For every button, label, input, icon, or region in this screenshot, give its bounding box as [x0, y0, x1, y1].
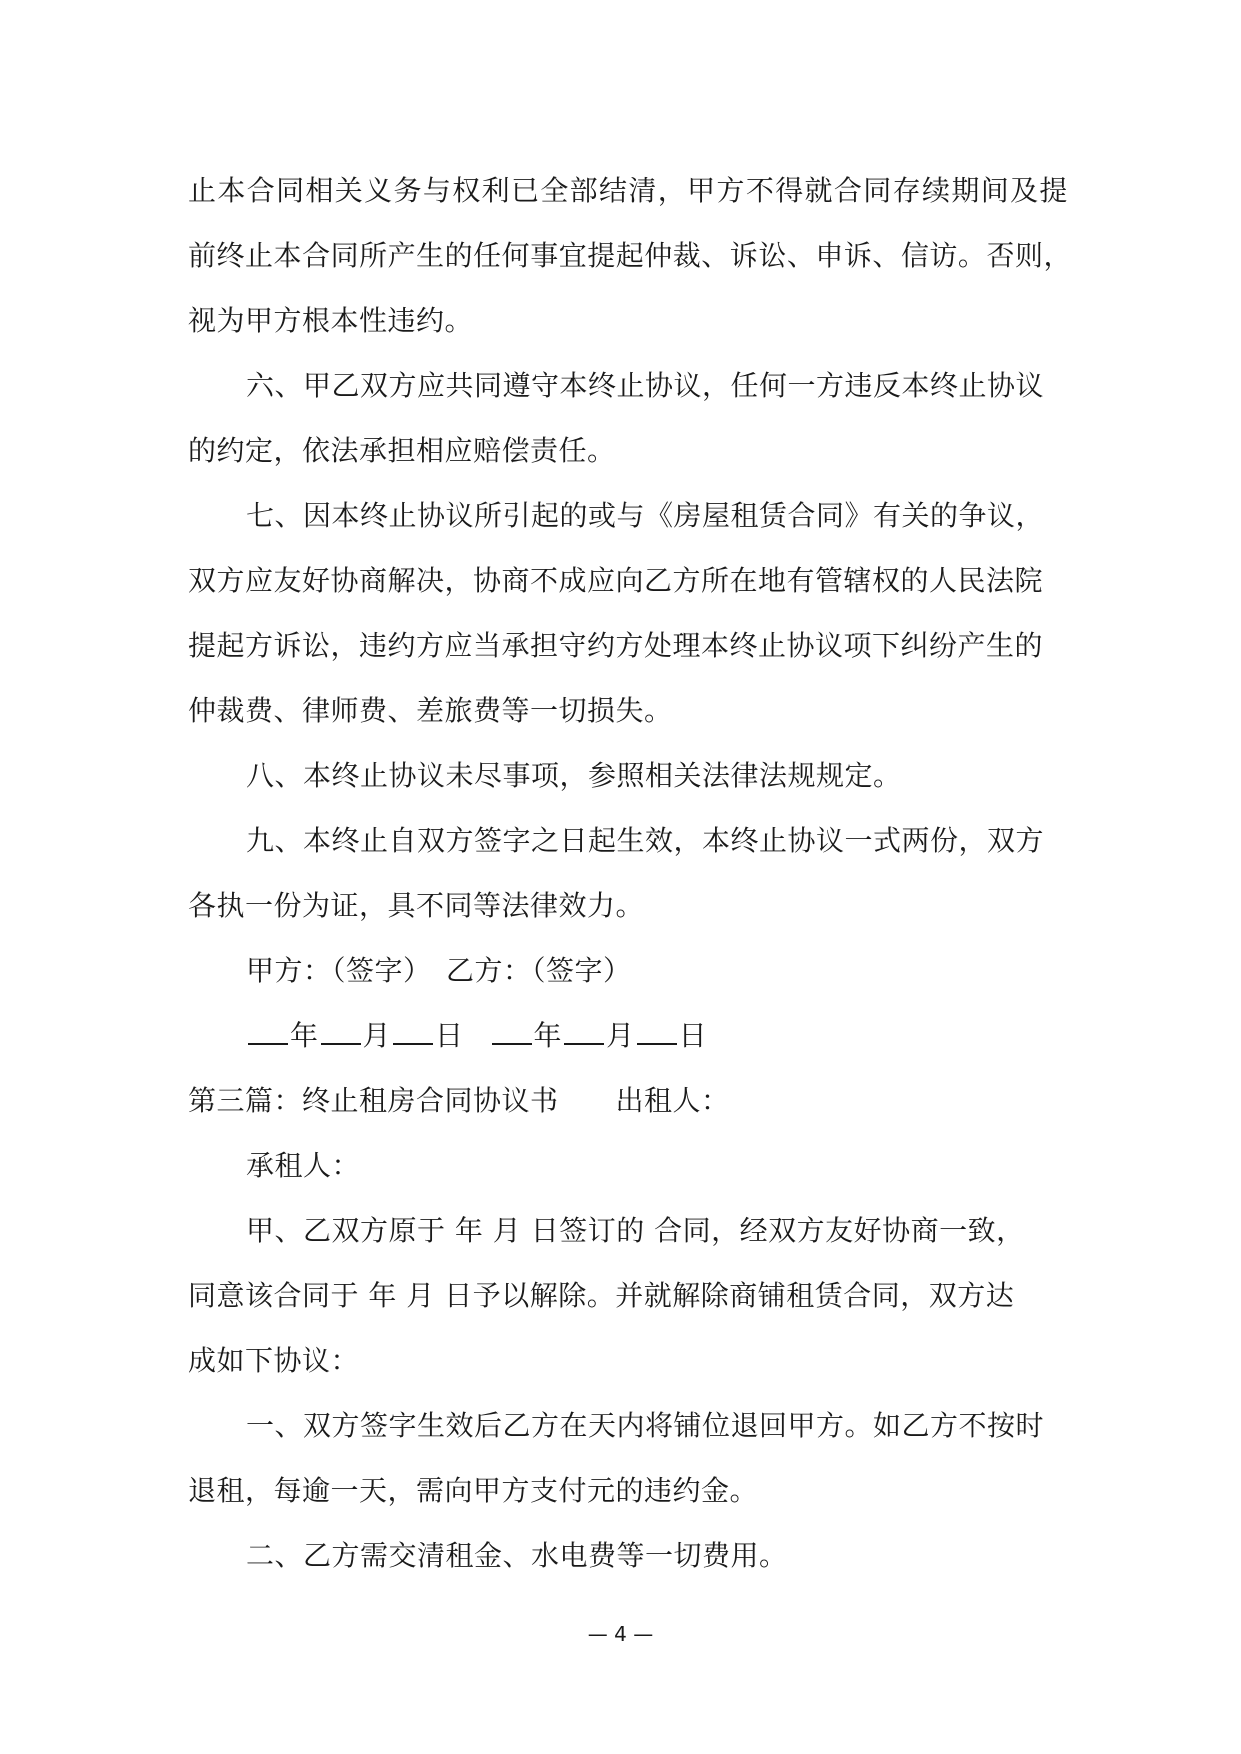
date-line: [188, 1003, 1068, 1068]
clause-one: 一、双方签字生效后乙方在天内将铺位退回甲方。如乙方不按时: [246, 1409, 1045, 1442]
text-line: 前 终 止 本 合 同 所 产 生 的 任 何 事 宜 提 起 仲 裁 、 诉 讼 、 申 诉 、 信 访 。 否 则 ，: [188, 239, 1072, 272]
clause-eight: 八、本终止协议未尽事项，参照相关法律法规规定。: [246, 759, 902, 792]
year-label: 年: [533, 1019, 563, 1052]
blank-field: [321, 1017, 361, 1045]
text-line: 提起方诉讼，违约方应当承担守约方处理本终止协议项下纠纷产生的: [188, 629, 1044, 662]
clause-seven: 七、因本终止协议所引起的或与《房屋租赁合同》有关的争议，: [246, 499, 1045, 532]
text-line: 的约定，依法承担相应赔偿责任。: [188, 434, 616, 467]
month-label: 月: [362, 1019, 392, 1052]
agreement-intro: 甲、乙双方原于 年 月 日签订的 合同，经双方友好协商一致，: [246, 1214, 1025, 1247]
signature-line: 甲方：（签字） 乙方：（签字）: [246, 954, 632, 987]
clause-two: 二、乙方需交清租金、水电费等一切费用。: [246, 1539, 788, 1572]
blank-field: [492, 1017, 532, 1045]
text-line: 仲裁费、律师费、差旅费等一切损失。: [188, 694, 673, 727]
blank-field: [637, 1017, 677, 1045]
month-label: 月: [606, 1019, 635, 1052]
blank-field: [393, 1017, 433, 1045]
page-number: — 4 —: [587, 1622, 654, 1646]
blank-field: [564, 1017, 604, 1045]
text-line: 双方应友好协商解决，协商不成应向乙方所在地有管辖权的人民法院: [188, 564, 1044, 597]
text-line: 视为甲方根本性违约。: [188, 304, 474, 337]
day-label: 日: [678, 1019, 708, 1052]
document-body: [188, 158, 1072, 1588]
clause-nine: 九、本终止自双方签字之日起生效，本终止协议一式两份，双方: [246, 824, 1045, 857]
section-title: 第三篇：终止租房合同协议书 出租人：: [188, 1084, 730, 1117]
clause-six: 六、甲乙双方应共同遵守本终止协议，任何一方违反本终止协议: [246, 369, 1045, 402]
text-line: 同意该合同于 年 月 日予以解除。并就解除商铺租赁合同，双方达: [188, 1279, 1015, 1312]
text-line: 成如下协议：: [188, 1344, 360, 1377]
day-label: 日: [435, 1019, 464, 1052]
text-line: 各执一份为证，具不同等法律效力。: [188, 889, 645, 922]
year-label: 年: [290, 1019, 319, 1052]
text-line: 退租，每逾一天，需向甲方支付元的违约金。: [188, 1474, 759, 1507]
tenant-label: 承租人：: [246, 1149, 361, 1182]
text-line: 止 本 合 同 相 关 义 务 与 权 利 已 全 部 结 清 ， 甲 方 不 得 就 合 同 存 续 期 间 及 提: [188, 174, 1068, 207]
blank-field: [248, 1017, 288, 1045]
